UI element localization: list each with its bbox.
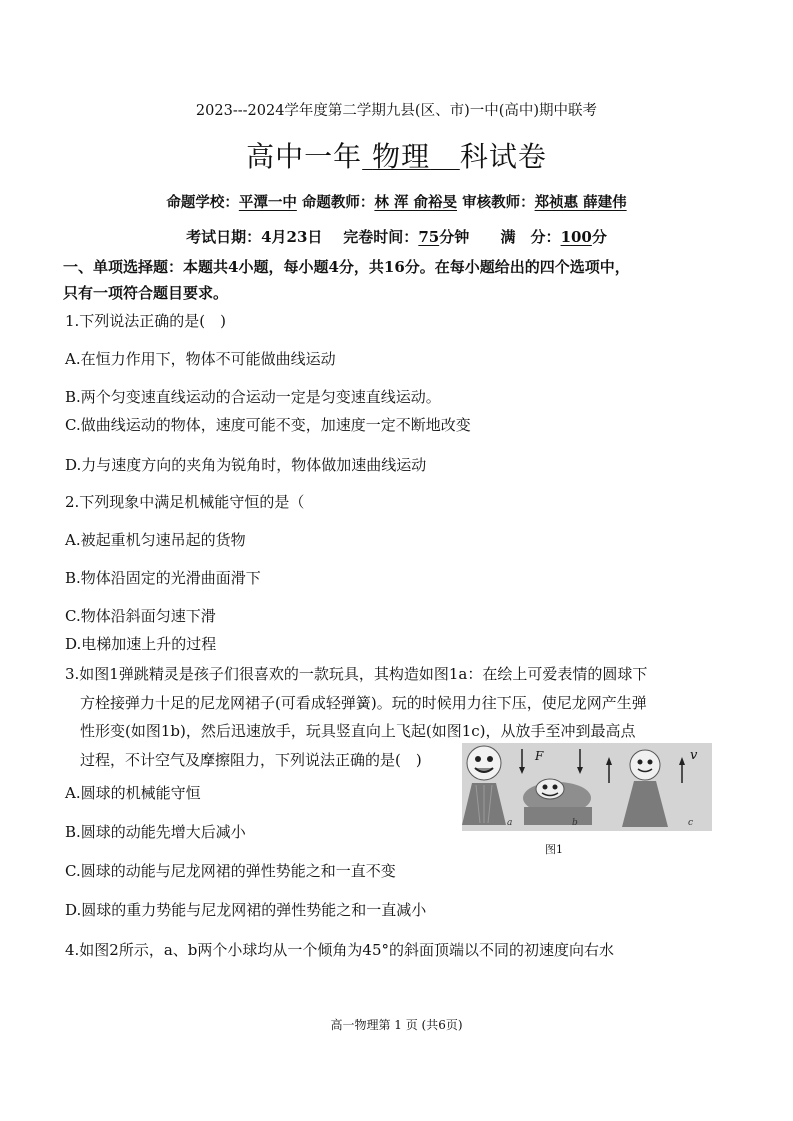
question-1-option-b: B.两个匀变速直线运动的合运动一定是匀变速直线运动。 (65, 388, 441, 406)
question-1-stem: 1.下列说法正确的是( ) (65, 312, 227, 330)
figure-label-force: F (535, 749, 544, 763)
question-3-option-d: D.圆球的重力势能与尼龙网裙的弹性势能之和一直减小 (65, 901, 427, 919)
question-2-option-b: B.物体沿固定的光滑曲面滑下 (65, 569, 261, 587)
question-1-option-d: D.力与速度方向的夹角为锐角时，物体做加速曲线运动 (65, 456, 427, 474)
question-3-stem-line: 性形变(如图1b)，然后迅速放手，玩具竖直向上飞起(如图1c)，从放手至冲到最高点 (80, 722, 636, 740)
exam-info-line (0, 226, 793, 247)
school-label: 命题学校： (166, 194, 239, 211)
duration-label: 完卷时间： (343, 228, 419, 246)
section-heading-line: 一、单项选择题：本题共4小题，每小题4分，共16分。在每小题给出的四个选项中， (63, 258, 630, 276)
question-2-option-d: D.电梯加速上升的过程 (65, 635, 217, 653)
figure-1-caption: 图1 (545, 843, 563, 856)
school-name: 平潭一中 (238, 194, 297, 211)
figure-label-velocity: v (690, 748, 698, 763)
figure-label-c: c (688, 818, 694, 828)
question-1-option-c: C.做曲线运动的物体，速度可能不变，加速度一定不断地改变 (65, 416, 471, 434)
paper-title-suffix: 科试卷 (459, 140, 547, 173)
question-4-stem: 4.如图2所示，a、b两个小球均从一个倾角为45°的斜面顶端以不同的初速度向右水 (65, 941, 614, 959)
question-3-option-a: A.圆球的机械能守恒 (65, 784, 201, 802)
score-unit: 分 (591, 228, 607, 246)
question-3-stem-line: 过程，不计空气及摩擦阻力，下列说法正确的是( ) (80, 750, 422, 769)
authors-line (0, 191, 793, 212)
teacher-label: 命题教师： (301, 194, 375, 211)
page-footer: 高一物理第 1 页 (共6页) (330, 1018, 463, 1032)
question-3-option-c: C.圆球的动能与尼龙网裙的弹性势能之和一直不变 (65, 862, 396, 880)
paper-title-prefix: 高中一年 (246, 140, 363, 173)
duration-unit: 分钟 (439, 228, 470, 246)
exam-date: 考试日期：4月23日 (186, 228, 323, 246)
question-3-stem-line: 方栓接弹力十足的尼龙网裙子(可看成轻弹簧)。玩的时候用力往下压，使尼龙网产生弹 (80, 693, 647, 712)
paper-title-subject: 物理 (372, 140, 431, 173)
teacher-names: 林 浑 俞裕旻 (374, 194, 458, 211)
score-value: 100 (560, 228, 592, 246)
figure-label-b: b (572, 818, 578, 828)
exam-header-title: 2023---2024学年度第二学期九县(区、市)一中(高中)期中联考 (195, 103, 598, 119)
reviewer-names: 郑祯惠 薛建伟 (534, 194, 627, 211)
score-label: 满 分： (500, 228, 561, 246)
duration-value: 75 (418, 228, 440, 246)
question-3-stem-line: 3.如图1弹跳精灵是孩子们很喜欢的一款玩具，其构造如图1a：在绘上可爱表情的圆球下 (65, 665, 648, 683)
question-2-option-c: C.物体沿斜面匀速下滑 (65, 607, 216, 625)
question-2-stem: 2.下列现象中满足机械能守恒的是（ (65, 493, 305, 511)
paper-title (0, 135, 793, 175)
figure-label-a: a (507, 818, 513, 828)
section-heading-line: 只有一项符合题目要求。 (63, 284, 229, 302)
question-2-option-a: A.被起重机匀速吊起的货物 (65, 531, 246, 549)
question-3-option-b: B.圆球的动能先增大后减小 (65, 823, 246, 841)
figure-1-toy-photos (462, 743, 712, 831)
reviewer-label: 审核教师： (462, 194, 535, 211)
section-heading (63, 254, 743, 306)
question-1-option-a: A.在恒力作用下，物体不可能做曲线运动 (65, 350, 336, 368)
